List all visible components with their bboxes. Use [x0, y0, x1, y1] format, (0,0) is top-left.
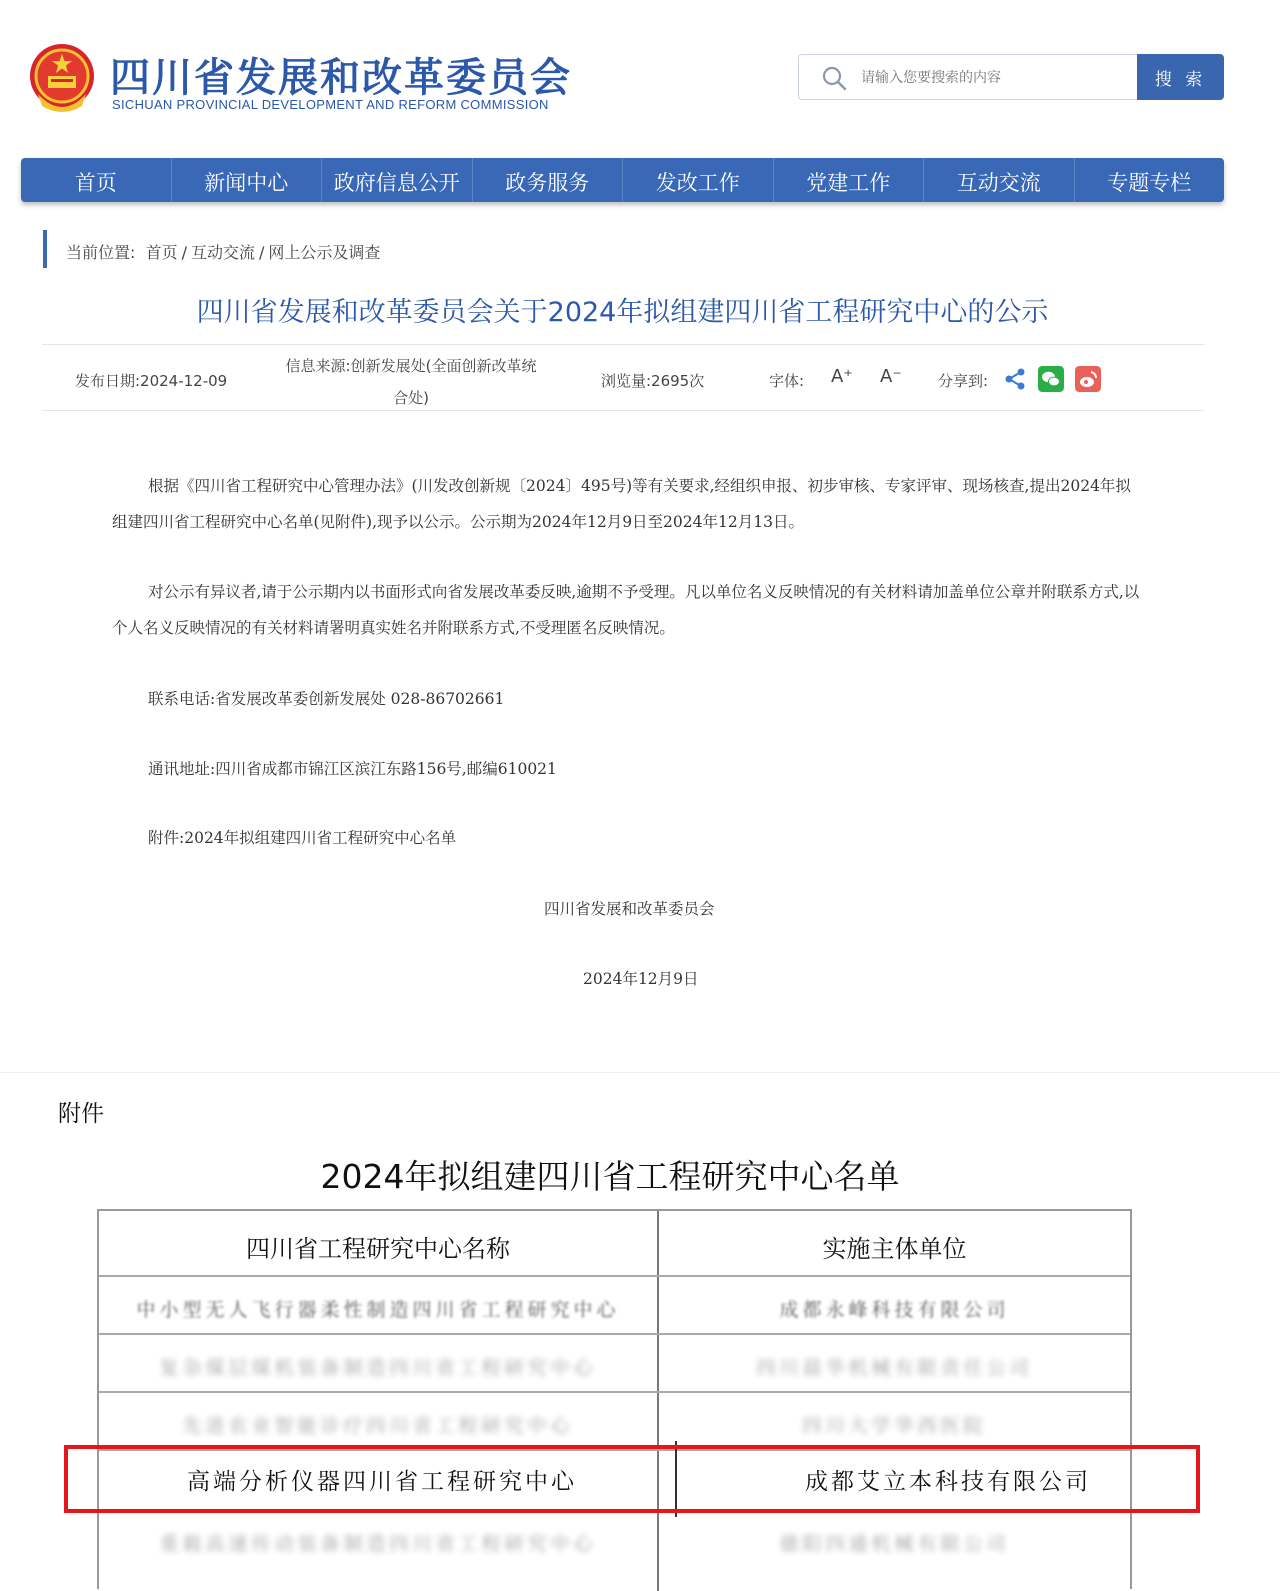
sign-date: 2024年12月9日	[583, 970, 699, 988]
article-paragraph-2: 对公示有异议者,请于公示期内以书面形式向省发展改革委反映,逾期不予受理。凡以单位名义反映情况的有关材料请加盖单位公章并附联系方式,以个人名义反映情况的有关材料请署明真实姓名并附联系方式,不受理匿名反映情况。	[112, 583, 1140, 637]
table-row-divider	[99, 1391, 1130, 1393]
table-cell-blurred: 复杂煤层煤机装备制造四川省工程研究中心	[159, 1357, 597, 1379]
table-header-entity: 实施主体单位	[822, 1235, 967, 1263]
site-title[interactable]: 四川省发展和改革委员会	[110, 55, 572, 101]
table-cell-blurred: 重载高速传动装备制造四川省工程研究中心	[159, 1533, 597, 1555]
article-title: 四川省发展和改革委员会关于2024年拟组建四川省工程研究中心的公示	[196, 297, 1049, 328]
national-emblem-icon[interactable]	[28, 42, 96, 114]
weibo-share-icon[interactable]	[1075, 366, 1101, 392]
contact-phone: 联系电话:省发展改革委创新发展处 028-86702661	[148, 690, 505, 708]
wechat-share-icon[interactable]	[1038, 366, 1064, 392]
info-source-line1: 信息来源:创新发展处(全面创新改革统	[285, 357, 537, 375]
share-label: 分享到:	[938, 372, 989, 390]
attachment-title: 2024年拟组建四川省工程研究中心名单	[320, 1157, 900, 1196]
font-increase-button[interactable]: A⁺	[831, 366, 853, 387]
table-cell-blurred: 先进农业智能诊疗四川省工程研究中心	[182, 1415, 574, 1437]
table-header-center-name: 四川省工程研究中心名称	[246, 1235, 510, 1263]
divider	[42, 410, 1204, 411]
search-button[interactable]: 搜 索	[1137, 54, 1224, 100]
attachment-table	[97, 1209, 1132, 1589]
table-cell-blurred: 四川晨华机械有限责任公司	[756, 1357, 1033, 1379]
site-header	[0, 0, 1280, 150]
table-cell-blurred: 四川大学华西医院	[802, 1415, 987, 1437]
breadcrumb-home[interactable]: 首页	[145, 243, 178, 262]
divider	[42, 344, 1204, 345]
nav-item-interaction[interactable]: 互动交流	[924, 158, 1075, 202]
nav-item-news[interactable]: 新闻中心	[172, 158, 323, 202]
contact-address: 通讯地址:四川省成都市锦江区滨江东路156号,邮编610021	[148, 760, 557, 778]
nav-item-services[interactable]: 政务服务	[473, 158, 624, 202]
nav-item-home[interactable]: 首页	[21, 158, 172, 202]
breadcrumb-interaction[interactable]: 互动交流	[190, 243, 255, 262]
search-box	[798, 54, 1138, 100]
attachment-link[interactable]: 附件:2024年拟组建四川省工程研究中心名单	[148, 829, 457, 847]
attachment-label: 附件	[58, 1101, 104, 1127]
nav-item-party[interactable]: 党建工作	[774, 158, 925, 202]
nav-item-work[interactable]: 发改工作	[623, 158, 774, 202]
main-nav	[21, 158, 1224, 202]
highlighted-entity: 成都艾立本科技有限公司	[805, 1469, 1091, 1495]
nav-item-gov-info[interactable]: 政府信息公开	[322, 158, 473, 202]
search-icon	[821, 65, 847, 91]
breadcrumb-label: 当前位置:	[66, 243, 136, 262]
table-cell-blurred: 中小型无人飞行器柔性制造四川省工程研究中心	[136, 1299, 620, 1321]
font-size-label: 字体:	[769, 372, 805, 390]
breadcrumb-marker	[43, 230, 47, 268]
font-decrease-button[interactable]: A⁻	[880, 366, 902, 387]
article-paragraph-1: 根据《四川省工程研究中心管理办法》(川发改创新规〔2024〕495号)等有关要求,经组织申报、初步审核、专家评审、现场核查,提出2024年拟组建四川省工程研究中心名单(见附件),现予以公示。公示期为2024年12月9日至2024年12月13日。	[112, 477, 1131, 531]
info-source	[266, 350, 556, 414]
view-count: 浏览量:2695次	[601, 372, 705, 390]
breadcrumb-public-notice[interactable]: 网上公示及调查	[268, 243, 381, 262]
table-row-divider	[99, 1333, 1130, 1335]
table-cell-blurred: 德阳四通机械有限公司	[779, 1533, 1010, 1555]
search-input[interactable]	[859, 65, 1123, 91]
breadcrumb-separator: /	[259, 243, 265, 262]
signature: 四川省发展和改革委员会	[544, 900, 715, 918]
highlighted-center-name: 高端分析仪器四川省工程研究中心	[187, 1469, 577, 1495]
site-subtitle-en: SICHUAN PROVINCIAL DEVELOPMENT AND REFORM COMMISSION	[112, 97, 549, 112]
table-row-divider	[99, 1275, 1130, 1277]
nav-item-topics[interactable]: 专题专栏	[1107, 171, 1192, 195]
share-icon[interactable]	[1002, 366, 1028, 392]
publish-date: 发布日期:2024-12-09	[75, 372, 228, 390]
info-source-line2: 合处)	[393, 389, 429, 407]
table-cell-blurred: 成都永峰科技有限公司	[779, 1299, 1010, 1321]
breadcrumb	[66, 240, 380, 263]
breadcrumb-separator: /	[181, 243, 187, 262]
